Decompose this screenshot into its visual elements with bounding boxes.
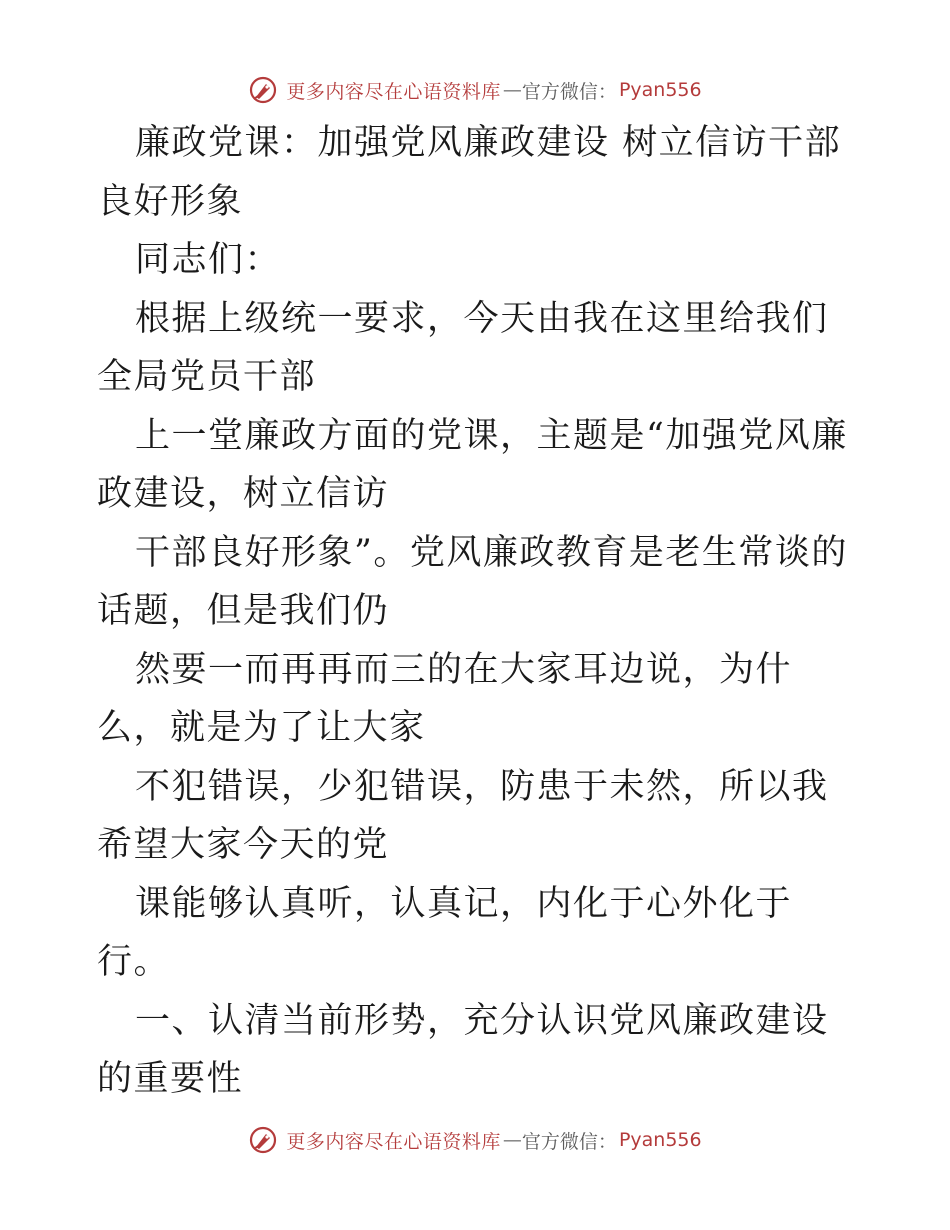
salutation: 同志们： [135, 240, 282, 280]
watermark-wechat-label: 官方微信： [521, 80, 617, 103]
body-paragraph: 上一堂廉政方面的党课，主题是“加强党风廉政建设，树立信访 [97, 415, 848, 514]
pen-nib-logo-icon [248, 75, 278, 105]
pen-nib-logo-icon [248, 1125, 278, 1155]
document-body [97, 114, 857, 1109]
body-paragraph: 然要一而再再而三的在大家耳边说，为什么，就是为了让大家 [97, 649, 793, 748]
header-watermark [0, 70, 950, 110]
watermark-brand: 更多内容尽在心语资料库 [286, 1130, 501, 1153]
watermark-dash: — [502, 79, 520, 101]
footer-watermark [0, 1120, 950, 1160]
document-title: 廉政党课：加强党风廉政建设 树立信访干部良好形象 [97, 123, 842, 222]
body-paragraph: 不犯错误，少犯错误，防患于未然，所以我希望大家今天的党 [97, 766, 829, 865]
watermark-wechat-label: 官方微信： [521, 1130, 617, 1153]
watermark-brand: 更多内容尽在心语资料库 [286, 80, 501, 103]
section-heading: 一、认清当前形势，充分认识党风廉政建设的重要性 [97, 1000, 829, 1099]
watermark-wechat-id: Pyan556 [618, 79, 702, 101]
body-paragraph: 根据上级统一要求，今天由我在这里给我们全局党员干部 [97, 298, 829, 397]
watermark-dash: — [502, 1129, 520, 1151]
watermark-wechat-id: Pyan556 [618, 1129, 702, 1151]
body-paragraph: 干部良好形象”。党风廉政教育是老生常谈的话题，但是我们仍 [97, 532, 848, 631]
body-paragraph: 课能够认真听，认真记，内化于心外化于行。 [97, 883, 793, 982]
